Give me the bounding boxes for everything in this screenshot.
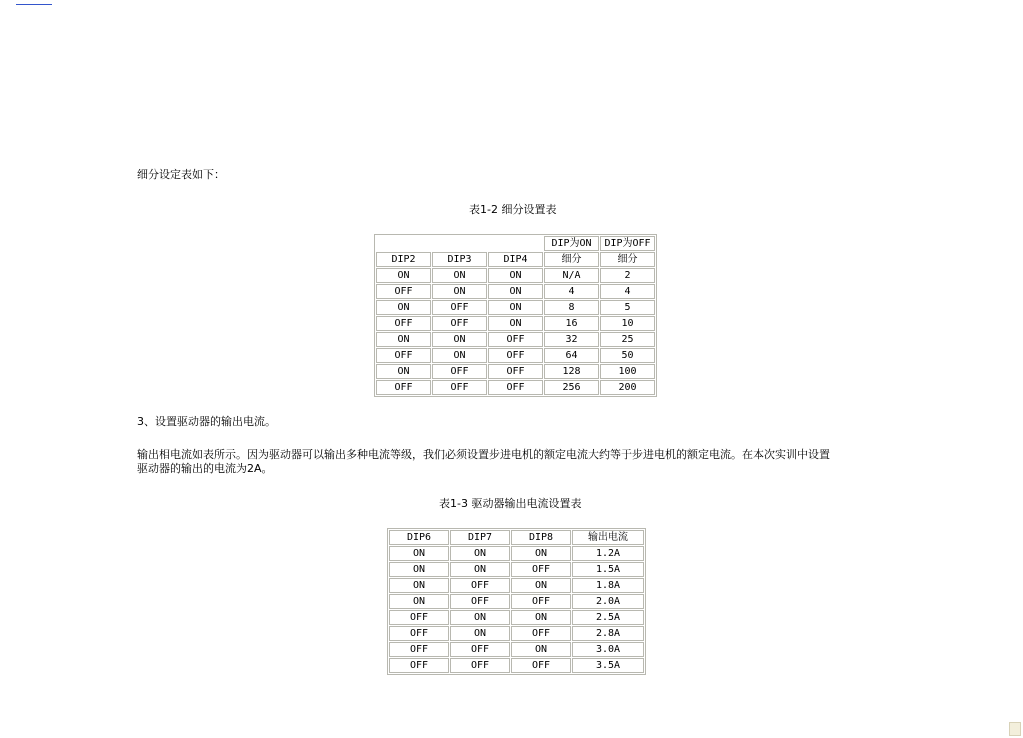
dip-off-header: DIP为OFF	[600, 236, 655, 251]
table-cell: ON	[488, 284, 543, 299]
table2-caption: 表1-3 驱动器输出电流设置表	[439, 497, 582, 510]
table-cell: OFF	[450, 642, 510, 657]
table-cell: OFF	[432, 300, 487, 315]
table-cell: 2.8A	[572, 626, 644, 641]
table-row	[376, 284, 655, 299]
table-cell: 3.0A	[572, 642, 644, 657]
table-cell: 256	[544, 380, 599, 395]
header-cell: DIP8	[511, 530, 571, 545]
table-cell: 5	[600, 300, 655, 315]
header-cell: DIP6	[389, 530, 449, 545]
current-table	[387, 528, 646, 675]
table-cell: 25	[600, 332, 655, 347]
empty-header-cell	[376, 236, 543, 251]
table-cell: OFF	[432, 380, 487, 395]
table-cell: ON	[511, 578, 571, 593]
table-cell: OFF	[511, 658, 571, 673]
header-cell: DIP7	[450, 530, 510, 545]
table-cell: ON	[432, 348, 487, 363]
table-cell: OFF	[376, 348, 431, 363]
table-row	[376, 268, 655, 283]
table-cell: OFF	[432, 364, 487, 379]
table-cell: ON	[376, 364, 431, 379]
table-cell: OFF	[450, 594, 510, 609]
table-cell: 2.5A	[572, 610, 644, 625]
table-cell: OFF	[450, 578, 510, 593]
table-row	[376, 316, 655, 331]
header-cell: DIP2	[376, 252, 431, 267]
table-cell: ON	[389, 546, 449, 561]
table-row	[389, 626, 644, 641]
table-cell: ON	[389, 562, 449, 577]
table-cell: ON	[432, 332, 487, 347]
table-row	[376, 300, 655, 315]
table-cell: OFF	[389, 626, 449, 641]
table-row	[389, 594, 644, 609]
table-cell: OFF	[511, 626, 571, 641]
table-row	[389, 562, 644, 577]
table-cell: ON	[488, 316, 543, 331]
table-cell: 100	[600, 364, 655, 379]
resize-grip-icon	[1009, 722, 1021, 736]
table-row	[389, 658, 644, 673]
paragraph-line-1: 输出相电流如表所示。因为驱动器可以输出多种电流等级，我们必须设置步进电机的额定电流大约等于步进电机的额定电流。在本次实训中设置	[137, 448, 830, 461]
table-cell: 1.2A	[572, 546, 644, 561]
table-cell: OFF	[488, 380, 543, 395]
table-cell: 8	[544, 300, 599, 315]
table-cell: 128	[544, 364, 599, 379]
table-cell: 200	[600, 380, 655, 395]
table-cell: ON	[389, 578, 449, 593]
table-row	[389, 610, 644, 625]
table-cell: ON	[488, 300, 543, 315]
table-cell: 2	[600, 268, 655, 283]
table-cell: ON	[450, 610, 510, 625]
table-cell: 10	[600, 316, 655, 331]
table-row	[389, 546, 644, 561]
table-row	[389, 642, 644, 657]
table-cell: ON	[376, 268, 431, 283]
table-cell: OFF	[488, 364, 543, 379]
table-cell: N/A	[544, 268, 599, 283]
table-cell: ON	[511, 642, 571, 657]
table-cell: OFF	[488, 332, 543, 347]
table-cell: ON	[450, 562, 510, 577]
table-cell: ON	[376, 332, 431, 347]
table-cell: ON	[432, 268, 487, 283]
table-cell: OFF	[511, 562, 571, 577]
table-cell: OFF	[376, 316, 431, 331]
table-row	[376, 364, 655, 379]
table-header-row	[389, 530, 644, 545]
table-cell: OFF	[511, 594, 571, 609]
table-row	[389, 578, 644, 593]
table-cell: ON	[488, 268, 543, 283]
table-cell: OFF	[389, 658, 449, 673]
table-row	[376, 348, 655, 363]
subdivision-table	[374, 234, 657, 397]
table1-caption: 表1-2 细分设置表	[469, 203, 557, 216]
table-cell: ON	[450, 626, 510, 641]
header-cell: 细分	[600, 252, 655, 267]
table-cell: OFF	[376, 380, 431, 395]
table-cell: ON	[376, 300, 431, 315]
header-cell: DIP3	[432, 252, 487, 267]
table-header-top-row	[376, 236, 655, 251]
table-cell: 32	[544, 332, 599, 347]
table-cell: ON	[511, 546, 571, 561]
table-cell: 4	[544, 284, 599, 299]
section3-heading: 3、设置驱动器的输出电流。	[137, 415, 276, 428]
table-cell: 16	[544, 316, 599, 331]
paragraph-line-2: 驱动器的输出的电流为2A。	[137, 462, 273, 475]
header-cell: DIP4	[488, 252, 543, 267]
table-cell: OFF	[389, 610, 449, 625]
table-cell: 50	[600, 348, 655, 363]
top-link-underline[interactable]	[16, 4, 52, 5]
table-cell: 64	[544, 348, 599, 363]
table-cell: OFF	[389, 642, 449, 657]
table-cell: ON	[450, 546, 510, 561]
table-cell: ON	[389, 594, 449, 609]
table-cell: ON	[511, 610, 571, 625]
table-cell: 2.0A	[572, 594, 644, 609]
table-row	[376, 332, 655, 347]
table-cell: ON	[432, 284, 487, 299]
table-cell: 1.5A	[572, 562, 644, 577]
table-cell: 1.8A	[572, 578, 644, 593]
table-cell: 3.5A	[572, 658, 644, 673]
table-row	[376, 380, 655, 395]
table-cell: 4	[600, 284, 655, 299]
table-cell: OFF	[450, 658, 510, 673]
table-cell: OFF	[376, 284, 431, 299]
table-header-row	[376, 252, 655, 267]
header-cell: 输出电流	[572, 530, 644, 545]
header-cell: 细分	[544, 252, 599, 267]
dip-on-header: DIP为ON	[544, 236, 599, 251]
table-cell: OFF	[488, 348, 543, 363]
table-cell: OFF	[432, 316, 487, 331]
intro-text: 细分设定表如下：	[137, 168, 225, 181]
